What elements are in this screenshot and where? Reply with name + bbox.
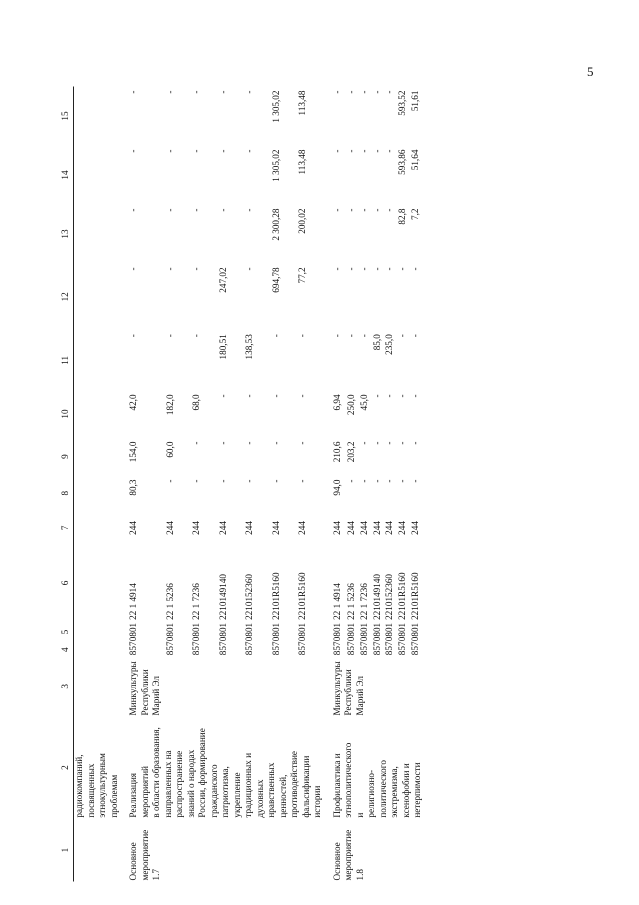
value-col-9: 210,6	[331, 441, 342, 463]
measure-description-line: распространение	[174, 750, 184, 818]
column-header: 15	[58, 87, 74, 146]
section-code: 0801	[297, 622, 308, 642]
value-col-14: -	[128, 149, 138, 153]
executor-name-line: Марий Эл	[151, 675, 161, 716]
measure-description-line: религиозно-	[366, 769, 376, 818]
section-code: 0801	[358, 622, 369, 642]
expense-type-code: 244	[345, 521, 356, 535]
empty-cell	[74, 330, 121, 390]
value-col-10: -	[270, 394, 281, 398]
empty-cell	[74, 146, 121, 205]
measure-description-line: ценностей,	[277, 774, 288, 818]
value-col-13: 82,8	[397, 208, 408, 225]
value-col-11: 235,0	[384, 334, 395, 355]
value-col-9: -	[191, 441, 202, 445]
section-code: 0801	[164, 622, 175, 642]
measure-description-line: политического	[377, 760, 388, 818]
empty-cell	[74, 390, 121, 437]
value-col-14: 1 305,02	[270, 149, 281, 182]
value-col-13: -	[358, 208, 369, 212]
value-col-9: -	[244, 441, 255, 445]
section-code: 0801	[345, 622, 356, 642]
value-col-13: -	[128, 208, 138, 212]
measure-description-line: патриотизма,	[220, 766, 230, 818]
target-article-code: 2210152360	[244, 573, 255, 620]
column-header: 13	[58, 205, 74, 264]
executor-name	[324, 656, 424, 716]
value-col-13: -	[384, 208, 395, 212]
column-header: 14	[58, 146, 74, 205]
grbs-code: 857	[371, 641, 382, 656]
measure-description-line: экстремизма,	[389, 766, 399, 818]
target-article-code: 2210149140	[217, 573, 228, 620]
value-col-15: -	[164, 90, 175, 94]
value-col-10: -	[371, 394, 382, 398]
value-col-15: -	[371, 90, 382, 94]
column-header: 10	[58, 390, 74, 437]
section-code: 0801	[128, 622, 138, 642]
table-row	[324, 87, 346, 882]
value-col-10: 6,94	[331, 394, 342, 411]
value-col-8: -	[384, 479, 395, 483]
grbs-code: 857	[244, 641, 255, 656]
column-header: 12	[58, 263, 74, 330]
value-col-11: -	[345, 334, 356, 338]
column-header: 2	[58, 716, 74, 818]
value-col-12: -	[191, 267, 202, 271]
column-header: 3	[58, 656, 74, 716]
value-col-8: 80,3	[128, 479, 138, 496]
value-col-8: -	[410, 479, 421, 483]
column-header: 6	[58, 545, 74, 621]
empty-cell	[74, 511, 121, 545]
value-col-15: -	[384, 90, 395, 94]
expense-type-code: 244	[191, 521, 202, 535]
measure-description-line: направленных на	[162, 750, 173, 818]
expense-type-code: 244	[270, 521, 281, 535]
value-col-9: -	[270, 441, 281, 445]
value-col-15: 51,61	[410, 90, 421, 112]
value-col-8: -	[297, 479, 308, 483]
value-col-14: 113,48	[297, 149, 308, 175]
value-col-14: 51,64	[410, 149, 421, 171]
value-col-13: -	[217, 208, 228, 212]
grbs-code: 857	[164, 641, 175, 656]
value-col-13: -	[345, 208, 356, 212]
value-col-14: -	[191, 149, 202, 153]
value-col-11: -	[191, 334, 202, 338]
value-col-15: -	[358, 90, 369, 94]
value-col-13: -	[244, 208, 255, 212]
value-col-10: 250,0	[345, 394, 356, 416]
empty-cell	[74, 438, 121, 476]
value-col-8: -	[270, 479, 281, 483]
value-col-14: -	[371, 149, 382, 153]
value-col-11: -	[297, 334, 308, 338]
target-article-code: 2210149140	[371, 573, 382, 620]
value-col-13: 2 300,28	[270, 208, 281, 241]
measure-description	[120, 716, 324, 818]
value-col-12: 694,78	[270, 267, 281, 293]
empty-cell	[74, 643, 121, 656]
value-col-11: -	[397, 334, 408, 338]
value-col-12: -	[410, 267, 421, 271]
value-col-9: -	[217, 441, 228, 445]
value-col-12: -	[358, 267, 369, 271]
carry-over-description-line: посвященных	[85, 763, 96, 818]
measure-description-line: России, формирование	[197, 728, 207, 818]
value-col-14: -	[217, 149, 228, 153]
empty-cell	[74, 819, 121, 882]
value-col-12: -	[384, 267, 395, 271]
section-code: 0801	[410, 622, 421, 642]
carry-over-description-line: радиокомпаний,	[74, 754, 84, 818]
measure-description-line: духовных	[254, 779, 265, 818]
value-col-13: 200,02	[297, 208, 308, 234]
target-article-code: 22101R5160	[397, 572, 408, 620]
target-article-code: 22 1 5236	[164, 583, 175, 620]
value-col-12: -	[371, 267, 382, 271]
value-col-8: -	[397, 479, 408, 483]
value-col-10: -	[244, 394, 255, 398]
empty-cell	[74, 656, 121, 716]
measure-description-line: фальсификации	[300, 755, 311, 818]
value-col-13: -	[191, 208, 202, 212]
value-col-15: 593,52	[397, 90, 408, 116]
measure-description	[324, 716, 424, 818]
value-col-10: -	[397, 394, 408, 398]
expense-type-code: 244	[297, 521, 308, 535]
measure-description-line: гражданского	[208, 764, 219, 818]
measure-description-line: мероприятий	[139, 766, 150, 818]
carry-over-description	[74, 716, 121, 818]
measure-description-line: укрепление	[231, 772, 242, 818]
table-body	[74, 87, 424, 882]
value-col-11: -	[128, 334, 138, 338]
measure-description-line: противодействие	[289, 751, 299, 818]
empty-cell	[74, 545, 121, 621]
measure-description-line: нетерпимости	[412, 762, 422, 818]
section-code: 0801	[397, 622, 408, 642]
value-col-14: -	[345, 149, 356, 153]
value-col-10: -	[410, 394, 421, 398]
value-col-13: -	[331, 208, 342, 212]
section-code: 0801	[191, 622, 202, 642]
value-col-9: -	[410, 441, 421, 445]
executor-name	[120, 656, 324, 716]
value-col-8: -	[345, 479, 356, 483]
executor-name-line: Республики	[139, 669, 150, 716]
grbs-code: 857	[331, 641, 342, 656]
target-article-code: 22 1 4914	[128, 583, 138, 620]
column-header: 4	[58, 643, 74, 656]
value-col-8: -	[164, 479, 175, 483]
value-col-13: -	[371, 208, 382, 212]
executor-name-line: Марий Эл	[354, 675, 365, 716]
value-col-9: -	[297, 441, 308, 445]
value-col-11: -	[331, 334, 342, 338]
value-col-12: -	[128, 267, 138, 271]
measure-description-line: этнополитического	[343, 742, 353, 818]
table-row	[120, 87, 165, 882]
empty-cell	[74, 476, 121, 511]
value-col-14: -	[331, 149, 342, 153]
value-col-14: -	[384, 149, 395, 153]
value-col-15: -	[244, 90, 255, 94]
measure-description-line: Реализация	[128, 773, 138, 818]
measure-description-line: знаний о народах	[185, 749, 196, 818]
value-col-11: -	[358, 334, 369, 338]
value-col-13: -	[164, 208, 175, 212]
section-code: 0801	[371, 622, 382, 642]
measure-description-line: нравственных	[266, 762, 276, 818]
target-article-code: 2210152360	[384, 573, 395, 620]
target-article-code: 22101R5160	[297, 572, 308, 620]
value-col-8: -	[371, 479, 382, 483]
section-code: 0801	[384, 622, 395, 642]
grbs-code: 857	[384, 641, 395, 656]
expense-type-code: 244	[331, 521, 342, 535]
grbs-code: 857	[397, 641, 408, 656]
value-col-12: -	[244, 267, 255, 271]
empty-cell	[74, 621, 121, 643]
executor-name-line: Республики	[343, 669, 353, 716]
grbs-code: 857	[191, 641, 202, 656]
carry-over-description-line: проблемам	[108, 774, 119, 818]
grbs-code: 857	[128, 641, 138, 656]
grbs-code: 857	[217, 641, 228, 656]
expense-type-code: 244	[371, 521, 382, 535]
section-code: 0801	[331, 622, 342, 642]
value-col-12: 247,02	[217, 267, 228, 293]
target-article-code: 22 1 4914	[331, 583, 342, 620]
value-col-10: 42,0	[128, 394, 138, 411]
value-col-10: 182,0	[164, 394, 175, 416]
value-col-8: -	[191, 479, 202, 483]
empty-cell	[74, 205, 121, 264]
expense-type-code: 244	[410, 521, 421, 535]
expense-type-code: 244	[358, 521, 369, 535]
grbs-code: 857	[358, 641, 369, 656]
column-number-row	[58, 87, 74, 882]
value-col-8: -	[217, 479, 228, 483]
section-code: 0801	[270, 622, 281, 642]
target-article-code: 22 1 5236	[345, 583, 356, 620]
value-col-9: -	[371, 441, 382, 445]
column-header: 8	[58, 476, 74, 511]
column-header: 9	[58, 438, 74, 476]
budget-table	[58, 87, 424, 882]
column-header: 7	[58, 511, 74, 545]
value-col-14: -	[358, 149, 369, 153]
value-col-11: -	[270, 334, 281, 338]
grbs-code: 857	[345, 641, 356, 656]
target-article-code: 22 1 7236	[191, 583, 202, 620]
value-col-12: -	[331, 267, 342, 271]
grbs-code: 857	[410, 641, 421, 656]
value-col-12: -	[164, 267, 175, 271]
section-code: 0801	[217, 622, 228, 642]
value-col-10: -	[384, 394, 395, 398]
measure-label-line: мероприятие 1.8	[343, 829, 365, 881]
value-col-15: -	[128, 90, 138, 94]
empty-cell	[74, 263, 121, 330]
value-col-12: -	[397, 267, 408, 271]
value-col-10: -	[297, 394, 308, 398]
carry-over-description-line: этнокультурным	[97, 753, 107, 818]
value-col-15: -	[191, 90, 202, 94]
value-col-10: 68,0	[191, 394, 202, 411]
value-col-15: -	[217, 90, 228, 94]
column-header: 5	[58, 621, 74, 643]
expense-type-code: 244	[217, 521, 228, 535]
value-col-11: 180,51	[217, 334, 228, 360]
grbs-code: 857	[297, 641, 308, 656]
value-col-15: 1 305,02	[270, 90, 281, 123]
column-header: 1	[58, 819, 74, 882]
executor-name-line: Минкультуры	[128, 661, 138, 716]
expense-type-code: 244	[384, 521, 395, 535]
value-col-15: 113,48	[297, 90, 308, 116]
value-col-13: 7,2	[410, 208, 421, 220]
executor-name-line: Минкультуры	[331, 661, 342, 716]
value-col-12: -	[345, 267, 356, 271]
value-col-11: 85,0	[371, 334, 382, 351]
value-col-9: -	[358, 441, 369, 445]
carry-over-row	[74, 87, 121, 882]
rotated-table-container	[58, 87, 586, 882]
measure-label	[324, 819, 424, 882]
value-col-10: 45,0	[358, 394, 369, 411]
target-article-code: 22 1 7236	[358, 583, 369, 620]
value-col-9: -	[397, 441, 408, 445]
value-col-12: 77,2	[297, 267, 308, 284]
measure-label-line: Основное	[128, 842, 138, 881]
value-col-8: -	[358, 479, 369, 483]
value-col-14: 593,86	[397, 149, 408, 175]
expense-type-code: 244	[244, 521, 255, 535]
value-col-11: -	[164, 334, 175, 338]
page-number: 5	[587, 64, 594, 79]
value-col-11: -	[410, 334, 421, 338]
empty-cell	[74, 87, 121, 146]
measure-description-line: в области образования,	[151, 727, 161, 818]
expense-type-code: 244	[128, 521, 138, 535]
value-col-8: 94,0	[331, 479, 342, 496]
expense-type-code: 244	[164, 521, 175, 535]
value-col-15: -	[331, 90, 342, 94]
measure-label	[120, 819, 324, 882]
value-col-14: -	[244, 149, 255, 153]
value-col-9: 60,0	[164, 441, 175, 458]
measure-description-line: ксенофобии и	[400, 763, 411, 818]
expense-type-code: 244	[397, 521, 408, 535]
value-col-9: 203,2	[345, 441, 356, 463]
measure-description-line: и	[354, 812, 365, 818]
value-col-9: 154,0	[128, 441, 138, 463]
value-col-14: -	[164, 149, 175, 153]
section-code: 0801	[244, 622, 255, 642]
measure-label-line: Основное	[331, 842, 342, 881]
value-col-15: -	[345, 90, 356, 94]
measure-description-line: истории	[312, 785, 322, 818]
value-col-10: -	[217, 394, 228, 398]
value-col-11: 138,53	[244, 334, 255, 360]
measure-label-line: мероприятие 1.7	[139, 829, 161, 881]
value-col-9: -	[384, 441, 395, 445]
target-article-code: 22101R5160	[270, 572, 281, 620]
value-col-8: -	[244, 479, 255, 483]
measure-description-line: традиционных и	[243, 753, 253, 818]
target-article-code: 22101R5160	[410, 572, 421, 620]
measure-description-line: Профилактика и	[331, 753, 342, 818]
grbs-code: 857	[270, 641, 281, 656]
column-header: 11	[58, 330, 74, 390]
